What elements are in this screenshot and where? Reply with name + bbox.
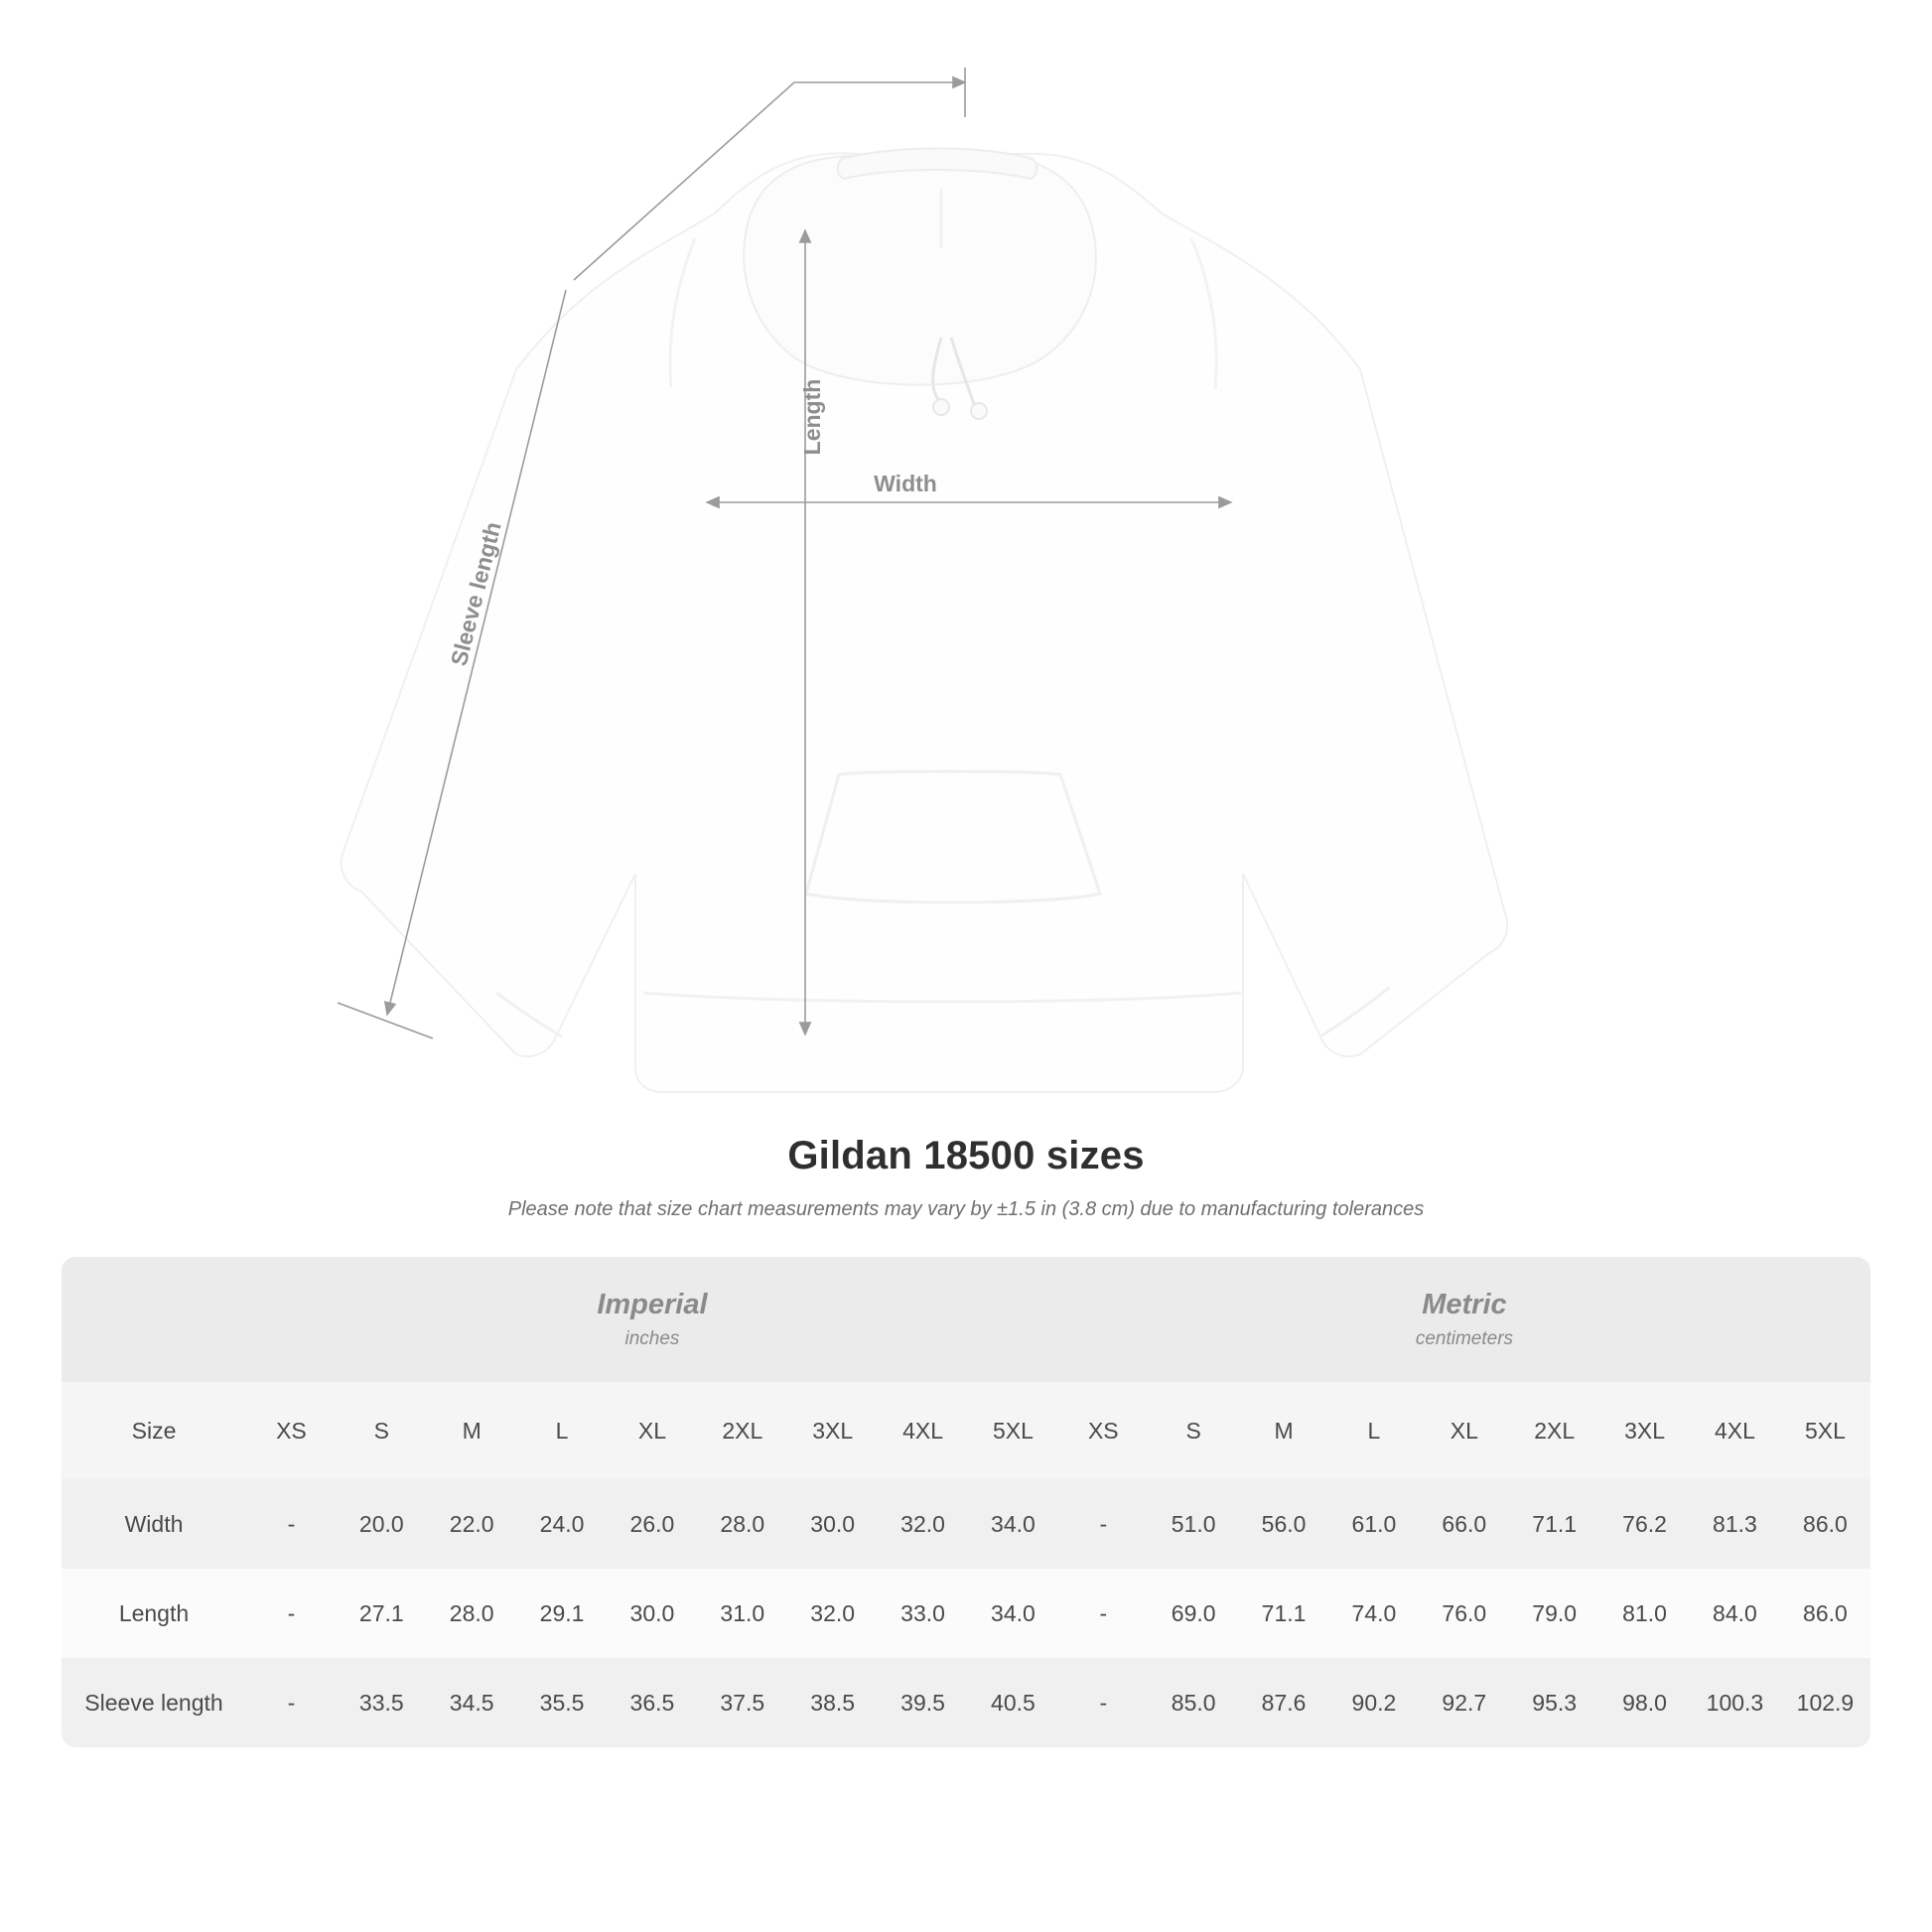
unit-name-imperial: Imperial: [597, 1289, 708, 1321]
size-header-imperial-s: S: [337, 1382, 427, 1479]
unit-header-row: [62, 1257, 1870, 1382]
size-header-metric-s: S: [1149, 1382, 1239, 1479]
size-table-wrapper: [62, 1257, 1870, 1747]
cell-sleeve-metric-l: 90.2: [1329, 1658, 1420, 1747]
unit-name-metric: Metric: [1422, 1289, 1507, 1321]
cell-width-metric-xl: 66.0: [1419, 1479, 1509, 1569]
size-header-metric-2xl: 2XL: [1509, 1382, 1599, 1479]
cell-length-imperial-m: 28.0: [427, 1569, 517, 1658]
unit-header-metric: [1058, 1257, 1870, 1382]
cell-sleeve-imperial-xl: 36.5: [608, 1658, 698, 1747]
row-label-sleeve-length: Sleeve length: [62, 1658, 246, 1747]
cell-width-metric-2xl: 71.1: [1509, 1479, 1599, 1569]
unit-header-spacer: [62, 1257, 246, 1382]
row-label-width: Width: [62, 1479, 246, 1569]
label-sleeve-length: Sleeve length: [445, 518, 506, 669]
cell-width-imperial-4xl: 32.0: [878, 1479, 968, 1569]
size-header-metric-3xl: 3XL: [1599, 1382, 1690, 1479]
cell-length-imperial-4xl: 33.0: [878, 1569, 968, 1658]
cell-length-imperial-3xl: 32.0: [787, 1569, 878, 1658]
size-header-metric-xl: XL: [1419, 1382, 1509, 1479]
size-header-imperial-5xl: 5XL: [968, 1382, 1058, 1479]
cell-length-imperial-xl: 30.0: [608, 1569, 698, 1658]
cell-sleeve-metric-xl: 92.7: [1419, 1658, 1509, 1747]
unit-sub-metric: centimeters: [1415, 1327, 1514, 1349]
cell-sleeve-metric-3xl: 98.0: [1599, 1658, 1690, 1747]
size-header-metric-l: L: [1329, 1382, 1420, 1479]
table-row: [62, 1479, 1870, 1569]
cell-width-metric-4xl: 81.3: [1690, 1479, 1780, 1569]
page-title: Gildan 18500 sizes: [787, 1134, 1145, 1177]
cell-sleeve-imperial-m: 34.5: [427, 1658, 517, 1747]
cell-sleeve-imperial-3xl: 38.5: [787, 1658, 878, 1747]
unit-header-imperial: [246, 1257, 1058, 1382]
size-header-label: Size: [62, 1382, 246, 1479]
size-header-row: [62, 1382, 1870, 1479]
cell-width-metric-s: 51.0: [1149, 1479, 1239, 1569]
row-label-length: Length: [62, 1569, 246, 1658]
cell-sleeve-metric-4xl: 100.3: [1690, 1658, 1780, 1747]
cell-width-metric-l: 61.0: [1329, 1479, 1420, 1569]
cell-length-metric-s: 69.0: [1149, 1569, 1239, 1658]
cell-width-imperial-xs: -: [246, 1479, 337, 1569]
cell-length-imperial-l: 29.1: [517, 1569, 608, 1658]
cell-length-metric-l: 74.0: [1329, 1569, 1420, 1658]
cell-length-metric-3xl: 81.0: [1599, 1569, 1690, 1658]
cell-length-imperial-xs: -: [246, 1569, 337, 1658]
hoodie-shape: [342, 149, 1508, 1093]
title-block: [0, 1134, 1932, 1221]
cell-sleeve-metric-2xl: 95.3: [1509, 1658, 1599, 1747]
cell-sleeve-metric-xs: -: [1058, 1658, 1149, 1747]
size-header-imperial-2xl: 2XL: [697, 1382, 787, 1479]
cell-width-imperial-xl: 26.0: [608, 1479, 698, 1569]
size-header-imperial-m: M: [427, 1382, 517, 1479]
cell-length-metric-xl: 76.0: [1419, 1569, 1509, 1658]
label-length: Length: [799, 378, 825, 456]
cell-sleeve-metric-m: 87.6: [1239, 1658, 1329, 1747]
size-header-imperial-xl: XL: [608, 1382, 698, 1479]
cell-width-metric-3xl: 76.2: [1599, 1479, 1690, 1569]
size-header-metric-4xl: 4XL: [1690, 1382, 1780, 1479]
size-header-imperial-4xl: 4XL: [878, 1382, 968, 1479]
cell-width-imperial-2xl: 28.0: [697, 1479, 787, 1569]
size-header-imperial-3xl: 3XL: [787, 1382, 878, 1479]
cell-sleeve-metric-5xl: 102.9: [1780, 1658, 1870, 1747]
cell-sleeve-imperial-5xl: 40.5: [968, 1658, 1058, 1747]
table-row: [62, 1658, 1870, 1747]
cell-length-metric-5xl: 86.0: [1780, 1569, 1870, 1658]
cell-width-imperial-s: 20.0: [337, 1479, 427, 1569]
cell-width-imperial-l: 24.0: [517, 1479, 608, 1569]
size-header-imperial-l: L: [517, 1382, 608, 1479]
cell-sleeve-imperial-4xl: 39.5: [878, 1658, 968, 1747]
size-header-metric-5xl: 5XL: [1780, 1382, 1870, 1479]
cell-length-metric-4xl: 84.0: [1690, 1569, 1780, 1658]
size-header-metric-xs: XS: [1058, 1382, 1149, 1479]
cell-length-imperial-2xl: 31.0: [697, 1569, 787, 1658]
cell-sleeve-metric-s: 85.0: [1149, 1658, 1239, 1747]
cell-sleeve-imperial-s: 33.5: [337, 1658, 427, 1747]
cell-width-metric-5xl: 86.0: [1780, 1479, 1870, 1569]
cell-sleeve-imperial-xs: -: [246, 1658, 337, 1747]
cell-length-imperial-s: 27.1: [337, 1569, 427, 1658]
cell-sleeve-imperial-l: 35.5: [517, 1658, 608, 1747]
tolerance-note: Please note that size chart measurements may vary by ±1.5 in (3.8 cm) due to manufacturing tolerances: [507, 1198, 1425, 1220]
cell-width-imperial-m: 22.0: [427, 1479, 517, 1569]
cell-width-metric-m: 56.0: [1239, 1479, 1329, 1569]
table-row: [62, 1569, 1870, 1658]
cell-length-metric-m: 71.1: [1239, 1569, 1329, 1658]
cell-length-metric-xs: -: [1058, 1569, 1149, 1658]
cell-width-imperial-3xl: 30.0: [787, 1479, 878, 1569]
cell-sleeve-imperial-2xl: 37.5: [697, 1658, 787, 1747]
size-table: [62, 1257, 1870, 1747]
size-header-imperial-xs: XS: [246, 1382, 337, 1479]
size-header-metric-m: M: [1239, 1382, 1329, 1479]
cell-length-metric-2xl: 79.0: [1509, 1569, 1599, 1658]
label-width: Width: [874, 471, 937, 496]
cell-width-metric-xs: -: [1058, 1479, 1149, 1569]
cell-length-imperial-5xl: 34.0: [968, 1569, 1058, 1658]
cell-width-imperial-5xl: 34.0: [968, 1479, 1058, 1569]
unit-sub-imperial: inches: [624, 1327, 680, 1349]
